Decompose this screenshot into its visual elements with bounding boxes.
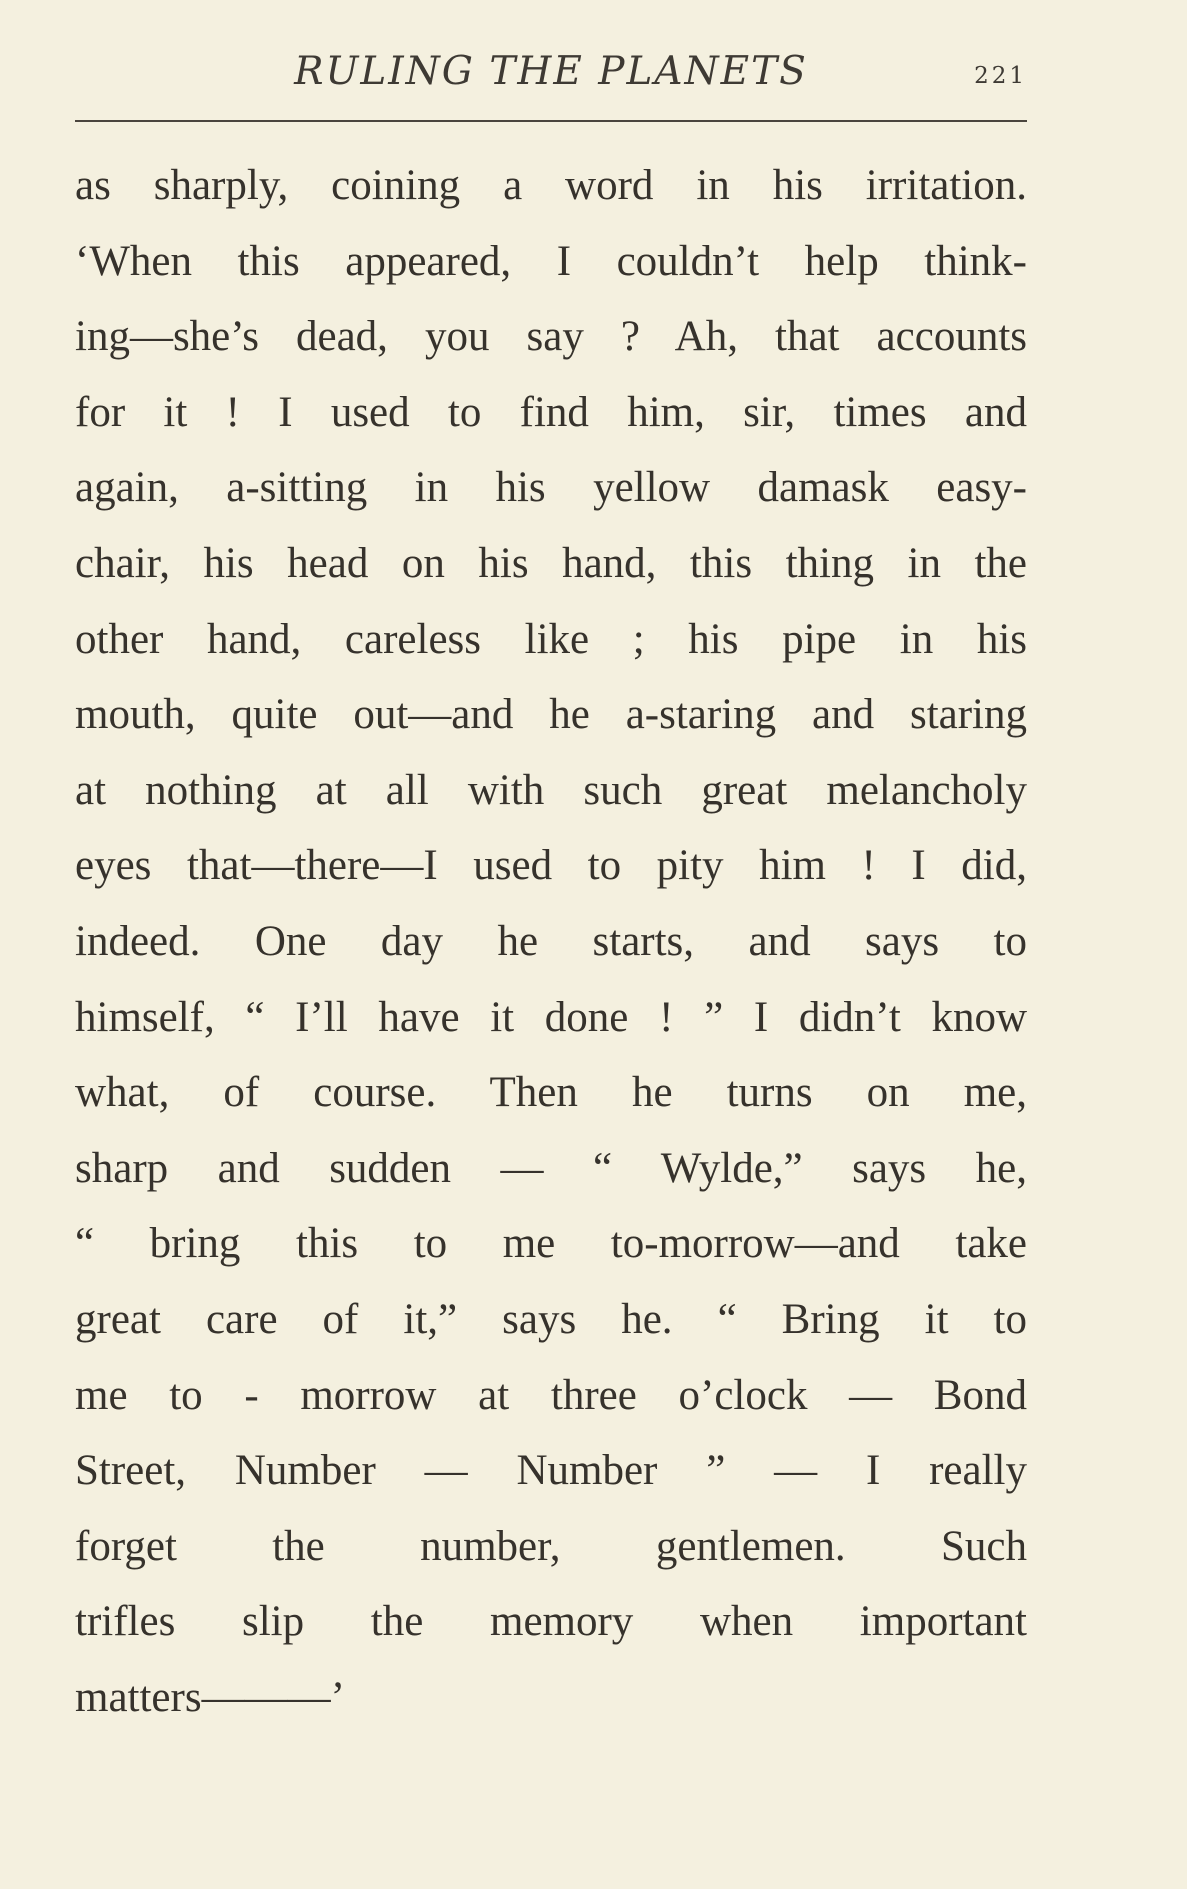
text-line: Street, Number — Number ” — I really <box>75 1447 1027 1495</box>
text-line: me to - morrow at three o’clock — Bond <box>75 1371 1027 1419</box>
text-line: himself, “ I’ll have it done ! ” I didn’t know <box>75 993 1027 1041</box>
text-line: at nothing at all with such great melancholy <box>75 766 1027 814</box>
text-line: indeed. One day he starts, and says to <box>75 917 1027 965</box>
text-line: mouth, quite out—and he a-staring and staring <box>75 691 1027 739</box>
text-line: ‘When this appeared, I couldn’t help think- <box>75 237 1027 285</box>
text-line: trifles slip the memory when important <box>75 1598 1027 1646</box>
text-line: great care of it,” says he. “ Bring it to <box>75 1295 1027 1343</box>
text-line: forget the number, gentlemen. Such <box>75 1522 1027 1570</box>
text-line: for it ! I used to find him, sir, times and <box>75 388 1027 436</box>
text-line: as sharply, coining a word in his irritation. <box>75 162 1027 209</box>
text-line: “ bring this to me to-morrow—and take <box>75 1220 1027 1268</box>
text-line: matters———’ <box>75 1673 345 1721</box>
body-text <box>75 148 1027 1735</box>
text-line: again, a-sitting in his yellow damask easy- <box>75 464 1027 512</box>
running-title: RULING THE PLANETS <box>294 49 808 94</box>
header-rule <box>75 120 1027 122</box>
text-line: chair, his head on his hand, this thing in the <box>75 539 1027 587</box>
text-line: eyes that—there—I used to pity him ! I did, <box>75 842 1027 890</box>
text-line: ing—she’s dead, you say ? Ah, that accounts <box>75 313 1027 361</box>
page-number: 221 <box>974 63 1027 89</box>
text-line: sharp and sudden — “ Wylde,” says he, <box>75 1144 1027 1192</box>
text-line: other hand, careless like ; his pipe in his <box>75 615 1027 663</box>
running-head <box>75 44 1027 100</box>
text-line: what, of course. Then he turns on me, <box>75 1069 1027 1117</box>
